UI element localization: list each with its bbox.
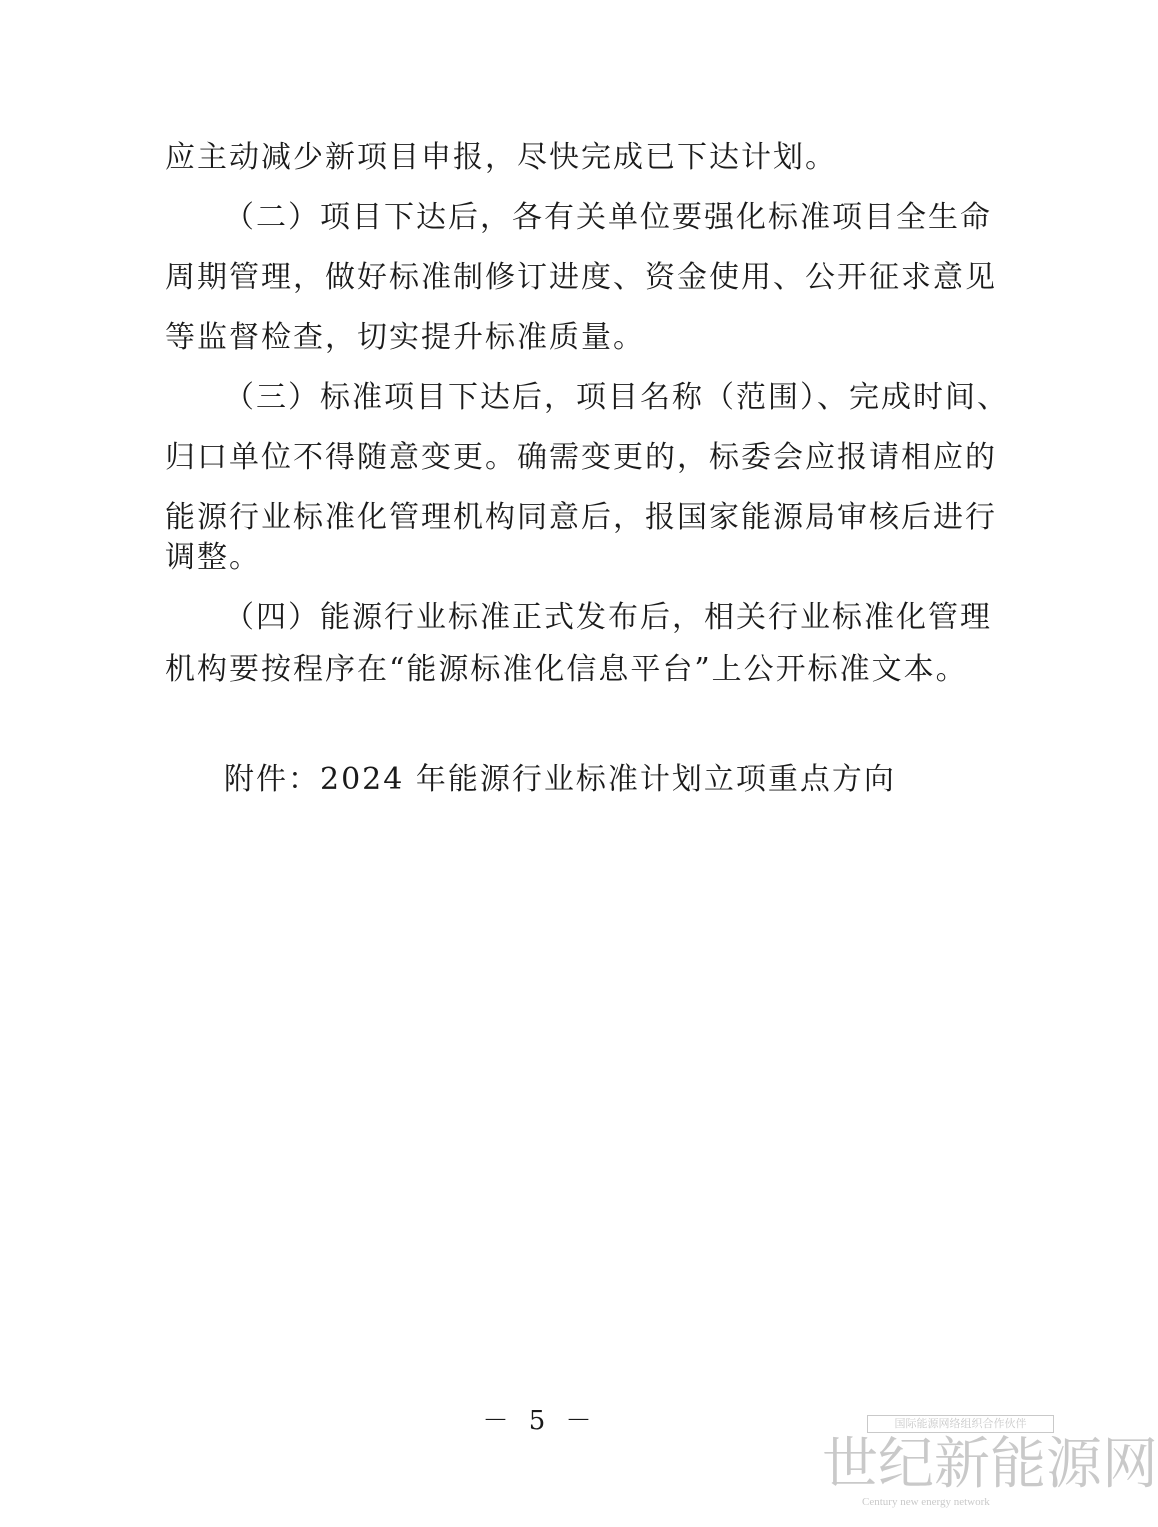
watermark-main-text: 世纪新能源网: [822, 1432, 1158, 1497]
watermark-sub-text: Century new energy network: [862, 1496, 990, 1508]
paragraph-line: 应主动减少新项目申报，尽快完成已下达计划。: [165, 140, 837, 175]
page-number: － 5 －: [482, 1406, 598, 1436]
paragraph-line: （二）项目下达后，各有关单位要强化标准项目全生命: [224, 200, 992, 235]
paragraph-line: 归口单位不得随意变更。确需变更的，标委会应报请相应的: [165, 440, 997, 475]
paragraph-line: 等监督检查，切实提升标准质量。: [165, 320, 645, 355]
paragraph-line: 能源行业标准化管理机构同意后，报国家能源局审核后进行: [165, 500, 997, 535]
attachment-note: 附件：2024 年能源行业标准计划立项重点方向: [224, 762, 896, 797]
paragraph-line: 周期管理，做好标准制修订进度、资金使用、公开征求意见: [165, 260, 997, 295]
paragraph-line: 机构要按程序在“能源标准化信息平台”上公开标准文本。: [165, 652, 968, 687]
paragraph-line: （三）标准项目下达后，项目名称（范围）、完成时间、: [224, 380, 1009, 415]
watermark-logo: [822, 1415, 1158, 1515]
paragraph-line: （四）能源行业标准正式发布后，相关行业标准化管理: [224, 600, 992, 635]
watermark-caption: 国际能源网络组织合作伙伴: [867, 1415, 1054, 1433]
paragraph-line: 调整。: [165, 540, 261, 575]
